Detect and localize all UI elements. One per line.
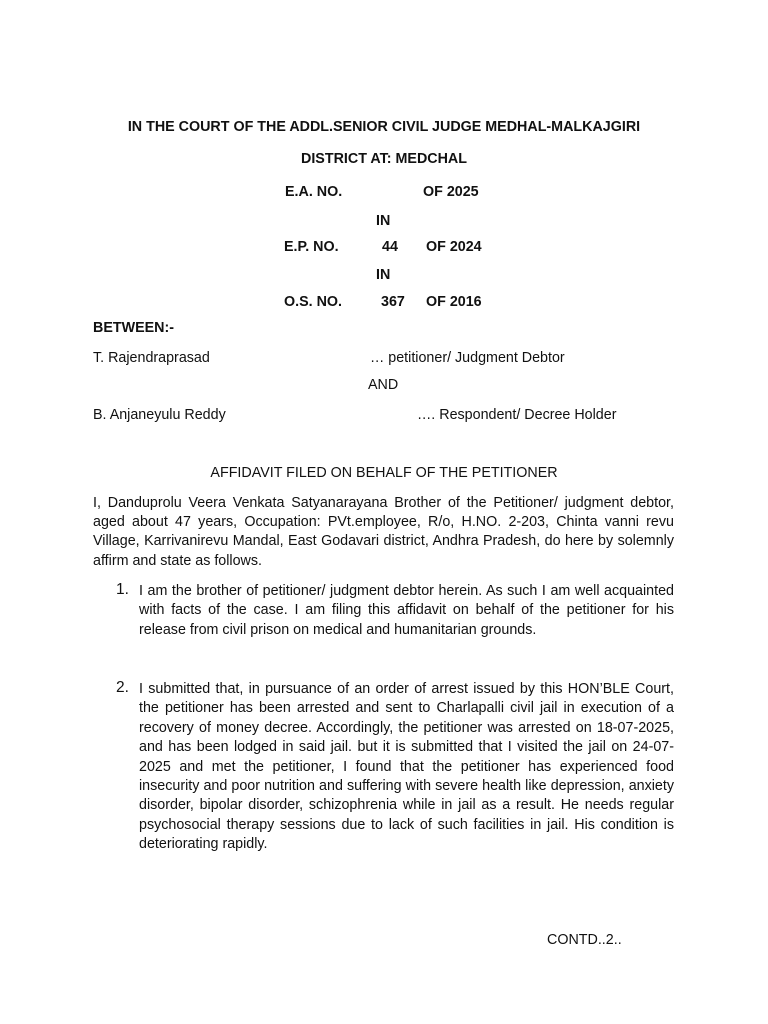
- and-connector: AND: [368, 377, 399, 393]
- list-item-text: I submitted that, in pursuance of an order of arrest issued by this HON’BLE Court, the petitioner has been arrested and sent to Charlapalli civil jail in execution of a recovery of money decree. Accordingly, the petitioner was arrested on 18-07-2025, and has been lodged in said jail. but it is submitted that I visited the jail on 24-07-2025 and met the petitioner, I found that the petitioner has experienced food insecurity and poor nutrition and suffering with severe health like depression, anxiety disorder, bipolar disorder, schizophrenia while in jail as a result. He needs regular psychosocial therapy sessions due to lack of such facilities in jail. His condition is deteriorating rapidly.: [139, 681, 674, 853]
- os-number: 367: [381, 294, 405, 310]
- in-connector-1: IN: [376, 213, 391, 229]
- ep-number: 44: [382, 239, 398, 255]
- ea-label: E.A. NO.: [285, 184, 343, 200]
- ep-label: E.P. NO.: [284, 239, 339, 255]
- ea-year: OF 2025: [423, 184, 479, 200]
- os-label: O.S. NO.: [284, 294, 342, 310]
- affidavit-intro: I, Danduprolu Veera Venkata Satyanarayana Brother of the Petitioner/ judgment debtor, aged about 47 years, Occupation: PVt.employee, R/o, H.NO. 2-203, Chinta vanni revu Village, Karrivanirevu Mandal, East Godavari district, Andhra Pradesh, do here by solemnly affirm and state as follows.: [93, 495, 674, 569]
- list-item-number: 1.: [116, 581, 129, 598]
- os-year: OF 2016: [426, 294, 482, 310]
- district-heading: DISTRICT AT: MEDCHAL: [301, 151, 467, 167]
- respondent-role: …. Respondent/ Decree Holder: [417, 407, 617, 423]
- affidavit-title: AFFIDAVIT FILED ON BEHALF OF THE PETITIONER: [210, 465, 558, 481]
- petitioner-name: T. Rajendraprasad: [93, 350, 210, 366]
- in-connector-2: IN: [376, 267, 391, 283]
- list-item-number: 2.: [116, 679, 129, 696]
- petitioner-role: … petitioner/ Judgment Debtor: [370, 350, 565, 366]
- between-label: BETWEEN:-: [93, 320, 175, 336]
- ep-year: OF 2024: [426, 239, 482, 255]
- list-item-text: I am the brother of petitioner/ judgment debtor herein. As such I am well acquainted with facts of the case. I am filing this affidavit on behalf of the petitioner for his release from civil prison on medical and humanitarian grounds.: [139, 583, 674, 638]
- continued-marker: CONTD..2..: [547, 932, 622, 948]
- respondent-name: B. Anjaneyulu Reddy: [93, 407, 226, 423]
- court-heading: IN THE COURT OF THE ADDL.SENIOR CIVIL JUDGE MEDHAL-MALKAJGIRI: [127, 119, 641, 135]
